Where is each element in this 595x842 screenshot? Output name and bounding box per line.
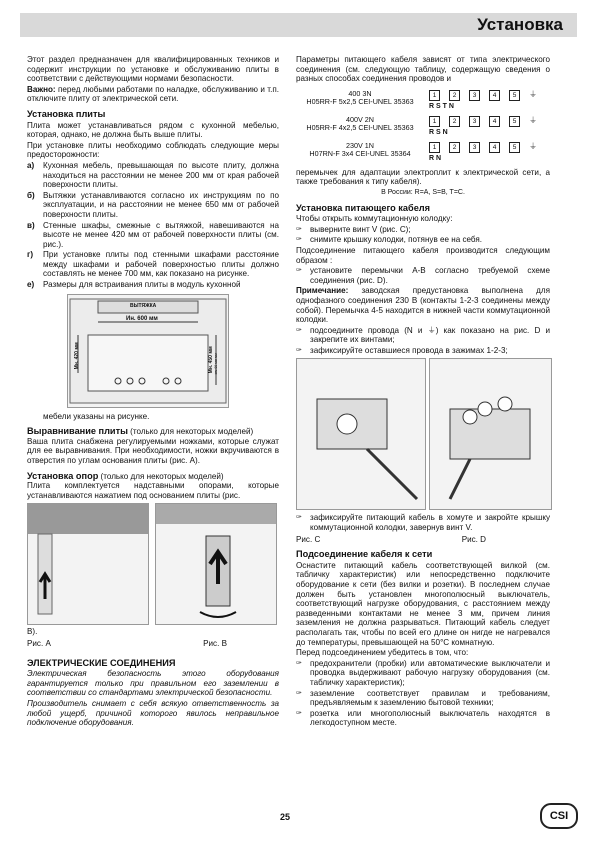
network-text: Оснастите питающий кабель соответствующей вилкой (см. табличку характеристик) или непосредственно подключите оборудование к сети (без вилки и розетки). В последнем случае должен быть установлен многополюсный выключатель, соответствующий нагрузке оборудования, с расстоянием между разведенными контактами не менее 3 мм, причем линия заземления не должна разрываться. Питающий кабель следует располагать так, чтобы по всей его длине он нигде не нагревался до температуры, превышающей на 50°C комнатную. <box>296 560 550 647</box>
install-title: Установка плиты <box>27 108 106 119</box>
important-paragraph: Важно: перед любыми работами по наладке, обслуживанию и т.п. отключите плиту от электрической сети. <box>27 84 279 104</box>
figure-a <box>27 503 149 625</box>
feet-figures <box>27 503 279 625</box>
installation-dimensions-figure <box>67 294 229 408</box>
list-item: в) Стенные шкафы, смежные с вытяжкой, навешиваются на высоте не менее 420 мм от рабочей поверхности плиты (см. рис.). <box>27 220 279 249</box>
ground-icon: ⏚ <box>529 89 538 99</box>
list-item: ✑ розетка или многополюсный выключатель находятся в легкодоступном месте. <box>296 708 550 728</box>
figure-b <box>155 503 277 625</box>
terminal-wiring-illustration <box>430 359 551 509</box>
bullet-icon: ✑ <box>296 659 302 667</box>
support-text: Плита комплектуется надставными опорами, которые устанавливаются нажатием под основанием плиты (рис. <box>27 481 279 500</box>
terminal-block: 1 2 3 4 5 ⏚ <box>429 142 537 153</box>
right-column <box>296 55 550 729</box>
electrical-p2: Производитель снимает с себя всякую ответственность за любой ущерб, причиной которого явилось неправильное подключение оборудования. <box>27 698 279 728</box>
cable-params-paragraph: Параметры питающего кабеля зависят от типа электрического соединения (см. следующую таблицу, содержащую сведения о разных способах соединения проводов и <box>296 55 550 84</box>
figure-captions-ab <box>27 639 237 649</box>
min450-label: Мн. 450 мм <box>207 345 214 373</box>
wiring-row: 230V 1N H07RN-F 3x4 CEI-UNEL 35364 1 2 3 4 5 ⏚ R N <box>309 140 538 162</box>
figure-d <box>429 358 552 510</box>
bullet-icon: ✑ <box>296 236 302 244</box>
install-p1: Плита может устанавливаться рядом с кухонной мебелью, которая, однако, не должна быть выше плиты. <box>27 120 279 140</box>
bullet-icon: ✑ <box>296 346 302 354</box>
wiring-row: 400V 2N H05RR-F 4x2,5 CEI-UNEL 35363 1 2 3 4 5 ⏚ R S N <box>306 114 538 136</box>
ground-icon: ⏚ <box>529 141 538 151</box>
russia-note: В России: R=A, S=B, T=C. <box>381 188 465 196</box>
list-item: ✑ выверните винт V (рис. C); <box>296 224 411 234</box>
caption-b: Рис. В <box>203 639 227 648</box>
install-p2: При установке плиты необходимо соблюдать следующие меры предосторожности: <box>27 140 279 160</box>
list-item: б) Вытяжки устанавливаются согласно их инструкциям по по эксплуатации, и на расстоянии не менее 650 мм от рабочей поверхности плиты. <box>27 190 279 219</box>
support-title: Установка опор (только для некоторых моделей) <box>27 470 224 481</box>
list-item: а) Кухонная мебель, превышающая по высоте плиту, должна находиться на расстоянии не менее 200 мм от края рабочей поверхности плиты. <box>27 160 279 190</box>
terminal-figures <box>296 358 550 510</box>
support-end: B). <box>27 627 38 637</box>
wiring-row: 400 3N H05RR-F 5x2,5 CEI-UNEL 35363 1 2 3 4 5 ⏚ R S T N <box>306 88 538 110</box>
hood-label: ВЫТЯЖКА <box>130 302 157 309</box>
level-text: Ваша плита снабжена регулируемыми ножками, которые служат для ее выравнивания. При необходимости, ножки вкручиваются в отверстия по углам основания плиты (рис. А). <box>27 436 279 466</box>
ground-icon: ⏚ <box>529 115 538 125</box>
list-item: е) Размеры для встраивания плиты в модуль кухонной <box>27 280 241 290</box>
cable-install-title: Установка питающего кабеля <box>296 202 430 213</box>
list-item: ✑ заземление соответствует правилам и требованиям, предъявляемым к заземлению бытовой техники; <box>296 688 550 708</box>
terminal-block: 1 2 3 4 5 ⏚ <box>429 116 537 127</box>
csi-logo: CSI <box>540 803 578 829</box>
electrical-p1: Электрическая безопасность этого оборудования гарантируется только при правильном его заземлении в соответствии со стандартами электрической безопасности. <box>27 669 279 698</box>
connection-intro: Подсоединение питающего кабеля производится следующим образом : <box>296 245 550 265</box>
note-paragraph: Примечание: заводская предустановка выполнена для однофазного соединения 230 В (контакты 1-2-3 соединены между собой). Перемычка 4-5 находится в нижней части коммутационной колодки. <box>296 286 550 325</box>
figure-captions-cd <box>296 535 496 545</box>
foot-support-illustration <box>156 504 276 624</box>
bullet-icon: ✑ <box>296 514 302 522</box>
caption-c: Рис. C <box>296 534 321 544</box>
terminal-cover-illustration <box>297 359 425 509</box>
bullet-icon: ✑ <box>296 225 302 233</box>
list-item: ✑ снимите крышку колодки, потянув ее на себя. <box>296 235 483 245</box>
width-label: Ин. 600 мм <box>126 315 158 322</box>
caption-a: Рис. А <box>27 639 51 648</box>
list-item: ✑ установите перемычки A-B согласно требуемой схеме соединения (рис. D). <box>296 266 550 285</box>
check-text: Перед подсоединением убедитесь в том, что: <box>296 648 469 658</box>
bullet-icon: ✑ <box>296 267 302 275</box>
cable-params-end: перемычек для адаптации электроплит к электрической сети, а также требования к типу кабеля). <box>296 167 550 187</box>
terminal-block: 1 2 3 4 5 ⏚ <box>429 90 537 101</box>
list-item: ✑ предохранители (пробки) или автоматические выключатели и проводка выдерживают рабочую нагрузку оборудования (см. табличку характеристик); <box>296 658 550 687</box>
figure-c <box>296 358 426 510</box>
dimension-note: мм 00 мм мм <box>213 352 218 375</box>
page-title: Установка <box>477 15 563 34</box>
caption-d: Рис. D <box>461 534 486 544</box>
list-item: г) При установке плиты под стенными шкафами расстояние между шкафами и рабочей поверхностью плиты должно составлять не менее 700 мм, как показано на рисунке. <box>27 250 279 279</box>
left-column <box>27 55 279 729</box>
list-item: ✑ зафиксируйте оставшиеся провода в зажимах 1-2-3; <box>296 345 508 355</box>
page-header <box>20 13 577 37</box>
electrical-title: ЭЛЕКТРИЧЕСКИЕ СОЕДИНЕНИЯ <box>27 657 176 668</box>
kitchen-diagram <box>68 295 228 407</box>
list-item: ✑ подсоедините провода (N и ⏚) как показано на рис. D и закрепите их винтами; <box>296 325 550 345</box>
network-title: Подсоединение кабеля к сети <box>296 549 433 560</box>
level-title: Выравнивание плиты (только для некоторых моделей) <box>27 426 254 437</box>
cable-install-text: Чтобы открыть коммутационную колодку: <box>296 214 453 224</box>
intro-paragraph: Этот раздел предназначен для квалифицированных техников и содержит инструкции по установке и обслуживанию плиты в соответствии с действующими нормами безопасности. <box>27 55 279 84</box>
bullet-icon: ✑ <box>296 689 302 697</box>
page-number: 25 <box>280 812 291 822</box>
list-item: ✑ зафиксируйте питающий кабель в хомуте и закройте крышку коммутационной колодки, завернув винт V. <box>296 513 550 533</box>
after-figure-text: мебели указаны на рисунке. <box>43 411 150 421</box>
min420-label: Мн. 420 мм <box>73 341 80 369</box>
bullet-icon: ✑ <box>296 709 302 717</box>
foot-levelling-illustration <box>28 504 148 624</box>
bullet-icon: ✑ <box>296 326 302 334</box>
